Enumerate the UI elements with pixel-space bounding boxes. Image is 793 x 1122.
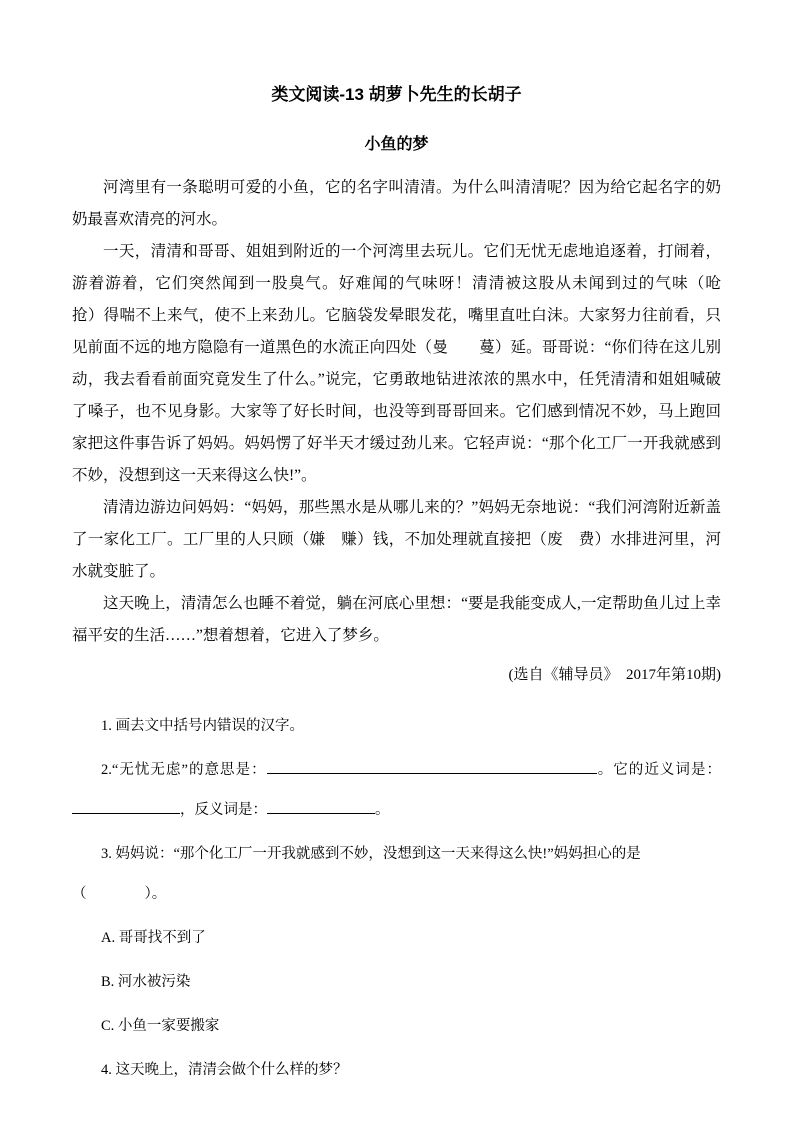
question-3-answer-bracket: （ ）。 <box>72 886 167 902</box>
story-paragraph: 这天晚上，清清怎么也睡不着觉，躺在河底心里想：“要是我能变成人,一定帮助鱼儿过上幸福平安的生活……”想着想着，它进入了梦乡。 <box>72 595 721 644</box>
questions-section <box>72 706 721 1090</box>
story-paragraph: 一天，清清和哥哥、姐姐到附近的一个河湾里去玩儿。它们无忧无虑地追逐着，打闹着，游着游着，它们突然闻到一股臭气。好难闻的气味呀！清清被这股从未闻到过的气味（呛 抢）得喘不上来气，使不上来劲儿。它脑袋发晕眼发花，嘴里直吐白沫。大家努力往前看，只见前面不远的地方隐隐有一道黑色的水流正向四处（曼 蔓）延。哥哥说：“你们待在这儿别动，我去看看前面究竟发生了什么。”说完，它勇敢地钻进浓浓的黑水中，任凭清清和姐姐喊破了嗓子，也不见身影。大家等了好长时间，也没等到哥哥回来。它们感到情况不妙，马上跑回家把这件事告诉了妈妈。妈妈愣了好半天才缓过劲儿来。它轻声说：“那个化工厂一开我就感到不妙，没想到这一天来得这么快!”。 <box>72 243 753 484</box>
question-4: 4. 这天晚上，清清会做个什么样的梦？ <box>101 1062 348 1078</box>
question-3-text: 3. 妈妈说：“那个化工厂一开我就感到不妙，没想到这一天来得这么快!”妈妈担心的是 <box>101 846 641 862</box>
question-1: 1. 画去文中括号内错误的汉字。 <box>101 718 304 734</box>
answer-blank <box>72 799 180 814</box>
question-2-text: 。它的近义词是： <box>596 762 722 778</box>
question-3-option-b: B. 河水被污染 <box>101 974 191 990</box>
question-3-option-c: C. 小鱼一家要搬家 <box>101 1018 220 1034</box>
document-title: 类文阅读-13 胡萝卜先生的长胡子 <box>271 85 522 104</box>
article-title: 小鱼的梦 <box>364 136 429 153</box>
question-2 <box>72 750 721 830</box>
question-2-text: 2.“无忧无虑”的意思是： <box>101 762 267 778</box>
story-paragraph: 河湾里有一条聪明可爱的小鱼，它的名字叫清清。为什么叫清清呢？因为给它起名字的奶奶最喜欢清亮的河水。 <box>72 179 721 228</box>
question-3-option-a: A. 哥哥找不到了 <box>101 930 206 946</box>
question-2-text: 。 <box>375 802 390 818</box>
answer-blank <box>267 759 597 774</box>
story-paragraph: 清清边游边问妈妈：“妈妈，那些黑水是从哪儿来的？”妈妈无奈地说：“我们河湾附近新盖了一家化工厂。工厂里的人只顾（嫌 赚）钱，不加处理就直接把（废 费）水排进河里，河水就变脏了。 <box>72 499 721 580</box>
question-2-text: ，反义词是： <box>180 802 267 818</box>
answer-blank <box>267 799 375 814</box>
source-attribution: (选自《辅导员》 2017年第10期) <box>508 667 721 683</box>
question-3 <box>72 834 721 914</box>
